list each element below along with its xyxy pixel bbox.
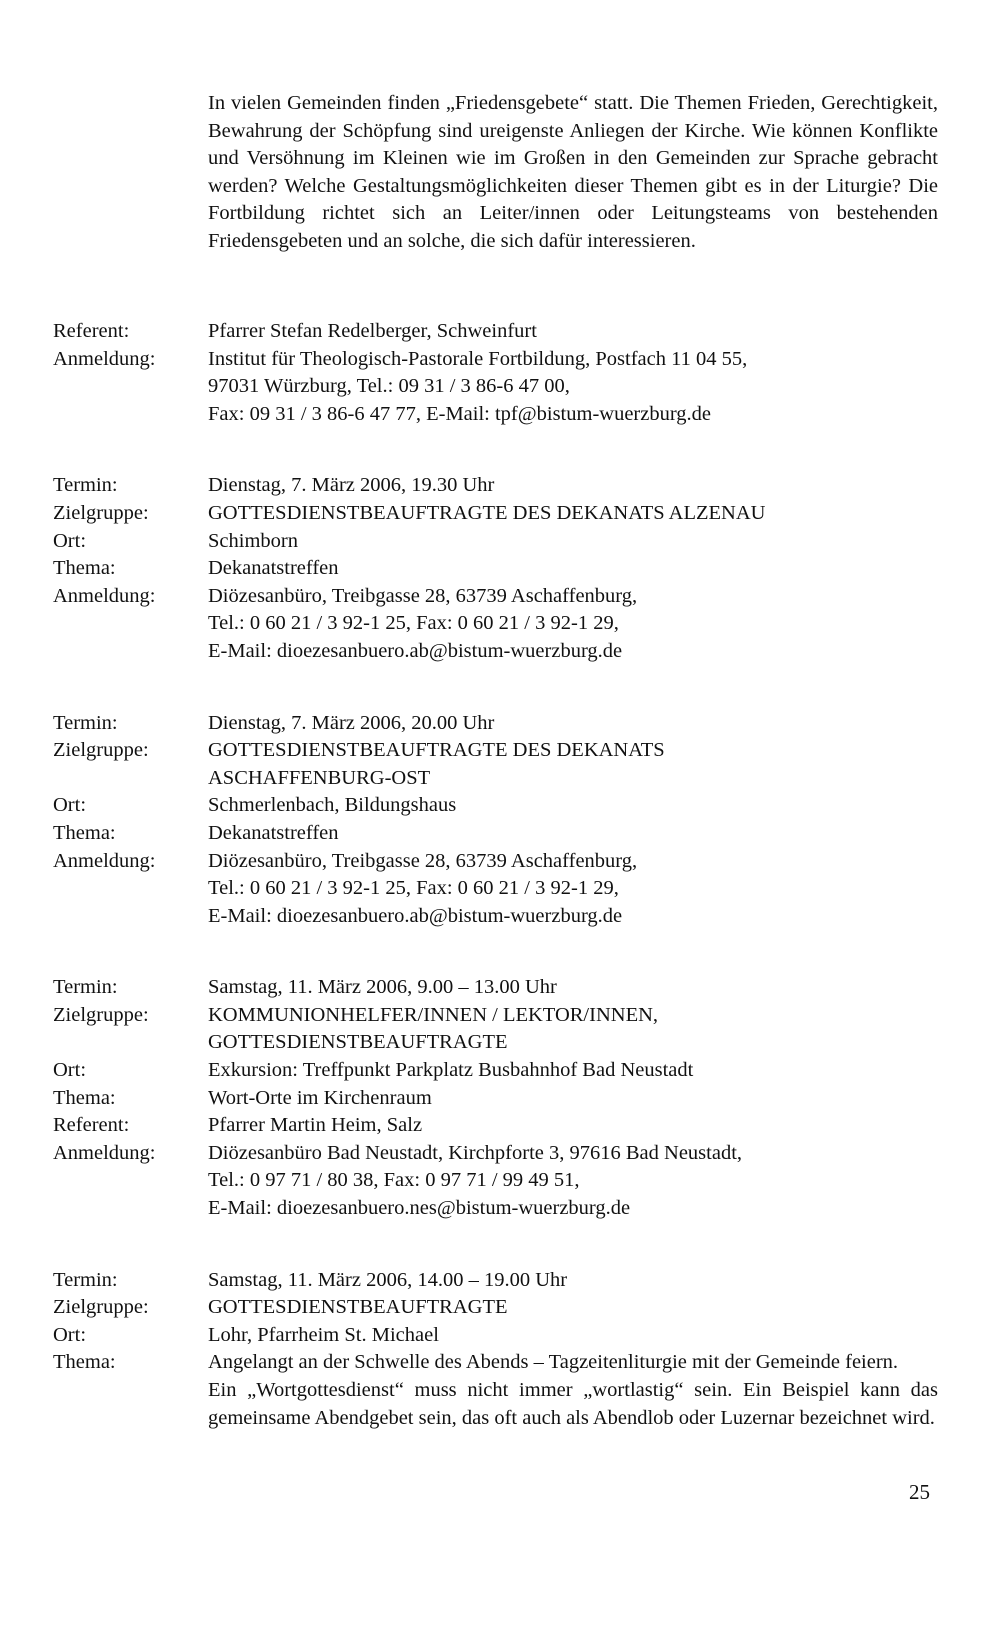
anmeldung-value [208,1140,938,1223]
zielgruppe-label: Zielgruppe: [53,1003,149,1026]
anmeldung-label: Anmeldung: [53,1141,156,1164]
intro-paragraph: In vielen Gemeinden finden „Friedensgebete“ statt. Die Themen Frieden, Gerechtigkeit, Bewahrung der Schöpfung sind ureigenste Anliegen der Kirche. Wie können Konflikte und Versöhnung im Kleinen wie im Großen in den Gemeinden zur Sprache gebracht werden? Welche Gestaltungsmöglichkeiten dieser Themen gibt es in der Liturgie? Die Fortbildung richtet sich an Leiter/innen oder Leitungsteams von bestehenden Friedensgebeten und an solche, die sich dafür interessieren. [208,92,938,252]
thema-row [53,555,938,583]
thema-description: Ein „Wortgottesdienst“ muss nicht immer „wortlastig“ sein. Ein Beispiel kann das gemeinsame Abendgebet sein, das oft auch als Abendlob oder Luzernar bezeichnet wird. [208,1379,938,1429]
zielgruppe-value [208,1294,938,1322]
anmeldung-row [53,583,938,666]
thema-label: Thema: [53,1351,116,1374]
zielgruppe-value [208,500,938,528]
zielgruppe-row [53,1294,938,1322]
thema-value: Dekanatstreffen [208,557,339,580]
termin-row [53,974,938,1002]
ort-label: Ort: [53,1323,87,1346]
anmeldung-line: E-Mail: dioezesanbuero.nes@bistum-wuerzburg.de [208,1197,631,1220]
thema-label: Thema: [53,1086,116,1109]
anmeldung-line: E-Mail: dioezesanbuero.ab@bistum-wuerzburg.de [208,639,623,662]
ort-label: Ort: [53,1059,87,1082]
thema-value: Dekanatstreffen [208,821,339,844]
anmeldung-line: E-Mail: dioezesanbuero.ab@bistum-wuerzburg.de [208,904,623,927]
ort-label: Ort: [53,794,87,817]
termin-row [53,710,938,738]
zielgruppe-row [53,1002,938,1057]
anmeldung-line: Tel.: 0 60 21 / 3 92-1 25, Fax: 0 60 21 / 3 92-1 29, [208,877,619,900]
termin-row [53,472,938,500]
thema-label: Thema: [53,557,116,580]
referent-value: Pfarrer Stefan Redelberger, Schweinfurt [208,320,537,342]
anmeldung-line: Tel.: 0 97 71 / 80 38, Fax: 0 97 71 / 99 49 51, [208,1169,580,1192]
thema-row [53,1349,938,1432]
ort-value: Lohr, Pfarrheim St. Michael [208,1323,439,1346]
event-block-aschaffenburg-ost [53,710,938,931]
event-block-bad-neustadt [53,974,938,1222]
zielgruppe-value [208,1002,938,1057]
referent-label: Referent: [53,1114,130,1137]
thema-label: Thema: [53,821,116,844]
anmeldung-value [208,583,938,666]
zielgruppe-line: GOTTESDIENSTBEAUFTRAGTE [208,1296,508,1319]
zielgruppe-line: GOTTESDIENSTBEAUFTRAGTE DES DEKANATS [208,739,665,762]
anmeldung-line: Tel.: 0 60 21 / 3 92-1 25, Fax: 0 60 21 / 3 92-1 29, [208,612,619,635]
anmeldung-row [53,346,938,429]
zielgruppe-label: Zielgruppe: [53,501,149,524]
anmeldung-label: Anmeldung: [53,849,156,872]
ort-value: Schimborn [208,529,298,552]
thema-row [53,1085,938,1113]
anmeldung-label: Anmeldung: [53,347,156,370]
anmeldung-line: Fax: 09 31 / 3 86-6 47 77, E-Mail: tpf@bistum-wuerzburg.de [208,402,712,425]
termin-label: Termin: [53,1268,118,1291]
anmeldung-row [53,1140,938,1223]
zielgruppe-row [53,500,938,528]
zielgruppe-row [53,737,938,792]
anmeldung-line: Diözesanbüro Bad Neustadt, Kirchpforte 3, 97616 Bad Neustadt, [208,1141,743,1164]
ort-row [53,1322,938,1350]
zielgruppe-line: GOTTESDIENSTBEAUFTRAGTE [208,1031,508,1054]
ort-value: Exkursion: Treffpunkt Parkplatz Busbahnhof Bad Neustadt [208,1059,694,1082]
entries [53,318,938,1432]
zielgruppe-line: ASCHAFFENBURG-OST [208,766,431,789]
termin-value: Samstag, 11. März 2006, 9.00 – 13.00 Uhr [208,976,557,999]
termin-label: Termin: [53,711,118,734]
referent-label: Referent: [53,320,130,342]
termin-label: Termin: [53,474,118,497]
thema-row [53,820,938,848]
referent-row [53,1112,938,1140]
anmeldung-row [53,848,938,931]
course-block-friedensgebete [53,318,938,428]
thema-text: Angelangt an der Schwelle des Abends – Tagzeitenliturgie mit der Gemeinde feiern. [208,1351,899,1374]
zielgruppe-line: KOMMUNIONHELFER/INNEN / LEKTOR/INNEN, [208,1003,659,1026]
anmeldung-line: Institut für Theologisch-Pastorale Fortbildung, Postfach 11 04 55, [208,347,748,370]
ort-row [53,1057,938,1085]
thema-value: Wort-Orte im Kirchenraum [208,1086,432,1109]
termin-row [53,1267,938,1295]
event-block-lohr [53,1267,938,1433]
termin-label: Termin: [53,976,118,999]
event-block-alzenau [53,472,938,665]
thema-value [208,1349,938,1432]
referent-row [53,318,938,346]
page-number: 25 [909,1480,930,1504]
ort-label: Ort: [53,529,87,552]
ort-value: Schmerlenbach, Bildungshaus [208,794,457,817]
zielgruppe-value [208,737,938,792]
zielgruppe-label: Zielgruppe: [53,1296,149,1319]
zielgruppe-line: GOTTESDIENSTBEAUFTRAGTE DES DEKANATS ALZENAU [208,501,766,524]
zielgruppe-label: Zielgruppe: [53,739,149,762]
anmeldung-line: 97031 Würzburg, Tel.: 09 31 / 3 86-6 47 00, [208,375,570,398]
termin-value: Dienstag, 7. März 2006, 20.00 Uhr [208,711,495,734]
anmeldung-label: Anmeldung: [53,584,156,607]
termin-value: Dienstag, 7. März 2006, 19.30 Uhr [208,474,495,497]
termin-value: Samstag, 11. März 2006, 14.00 – 19.00 Uhr [208,1268,568,1291]
ort-row [53,528,938,556]
ort-row [53,792,938,820]
anmeldung-line: Diözesanbüro, Treibgasse 28, 63739 Aschaffenburg, [208,849,638,872]
anmeldung-line: Diözesanbüro, Treibgasse 28, 63739 Aschaffenburg, [208,584,638,607]
referent-value: Pfarrer Martin Heim, Salz [208,1114,423,1137]
anmeldung-value [208,848,938,931]
anmeldung-value [208,346,938,429]
